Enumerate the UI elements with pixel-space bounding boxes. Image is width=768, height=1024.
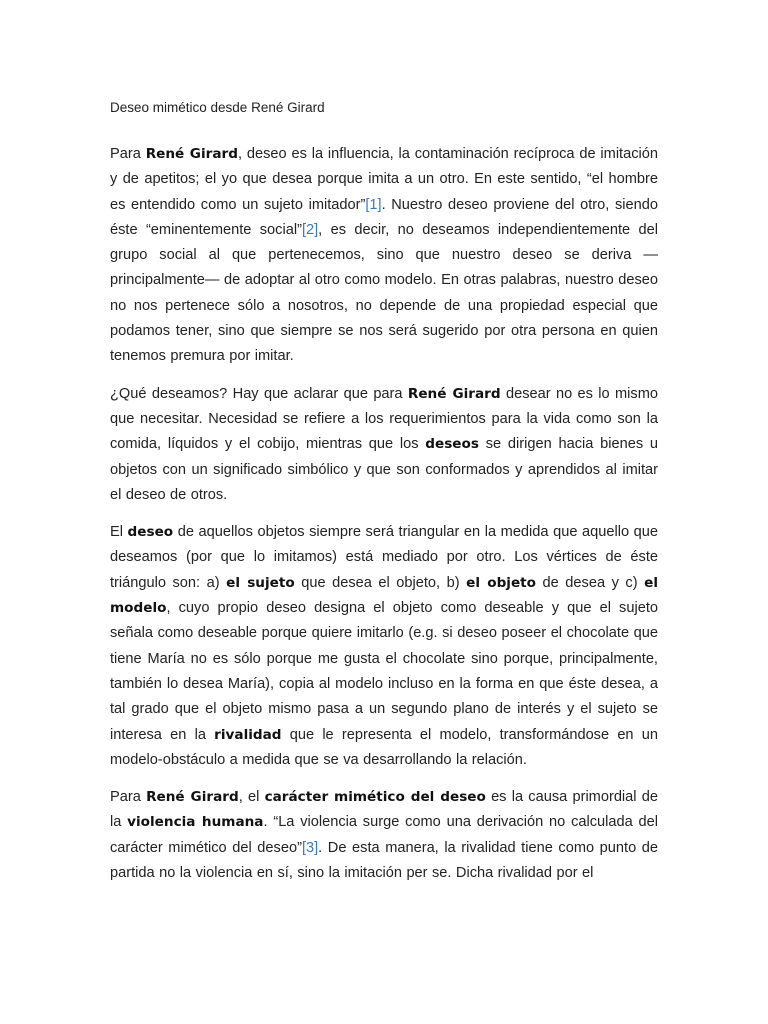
bold-term: René Girard	[145, 146, 238, 162]
paragraph-text: se dirigen hacia bienes u objetos con un significado simbólico y que son conformados y aprendidos al imitar el deseo de otros.	[110, 436, 658, 503]
document-body	[110, 142, 658, 886]
footnote-link[interactable]: [3]	[301, 839, 319, 856]
body-paragraph	[110, 785, 658, 886]
paragraph-text: Para	[110, 789, 147, 806]
bold-term: rivalidad	[214, 726, 282, 743]
paragraph-text: es la causa primordial de la	[110, 789, 658, 831]
paragraph-text: , cuyo propio deseo designa el objeto como deseable y que el sujeto señala como deseable porque quiere imitarlo (e.g. si deseo poseer el chocolate que tiene María no es sólo porque me gusta el chocolate sino porque, principalmente, también lo desea María), copia al modelo incluso en la forma en que éste desea, a tal grado que el objeto mismo pasa a un segundo plano de interés y el sujeto se interesa en la	[110, 600, 658, 743]
bold-term: el objeto	[466, 574, 537, 591]
paragraph-text: ¿Qué deseamos? Hay que aclarar que para	[110, 385, 408, 402]
bold-term: René Girard	[146, 789, 239, 806]
paragraph-text: desear no es lo mismo que necesitar. Necesidad se refiere a los requerimientos para la vida como son la comida, líquidos y el cobijo, mientras que los	[110, 385, 658, 453]
bold-term: el modelo	[110, 574, 658, 617]
paragraph-text: que desea el objeto, b)	[294, 574, 467, 591]
paragraph-text: Para	[110, 146, 146, 162]
body-paragraph	[110, 142, 658, 370]
document-title: Deseo mimético desde René Girard	[110, 100, 325, 115]
bold-term: deseo	[127, 524, 174, 541]
bold-term: carácter mimético del deseo	[264, 789, 486, 806]
paragraph-text: . Nuestro deseo proviene del otro, siendo éste “eminentemente social”	[110, 196, 658, 238]
document-page	[110, 98, 658, 898]
paragraph-text: . De esta manera, la rivalidad tiene como punto de partida no la violencia en sí, sino la imitación per se. Dicha rivalidad por el	[110, 839, 658, 882]
paragraph-text: El	[110, 524, 128, 541]
bold-term: deseos	[425, 436, 479, 453]
paragraph-text: , el	[238, 789, 265, 806]
body-paragraph	[110, 382, 658, 508]
bold-term: violencia humana	[127, 814, 264, 831]
body-paragraph	[110, 520, 658, 773]
paragraph-text: , deseo es la influencia, la contaminación recíproca de imitación y de apetitos; el yo que desea porque imita a un otro. En este sentido, “el hombre es entendido como un sujeto imitador”	[110, 146, 658, 213]
footnote-link[interactable]: [1]	[365, 196, 382, 213]
paragraph-text: , es decir, no deseamos independientemente del grupo social al que pertenecemos, sino que nuestro deseo se deriva —principalmente— de adoptar al otro como modelo. En otras palabras, nuestro deseo no nos pertenece sólo a nosotros, no depende de una propiedad especial que podamos tener, sino que siempre se nos será sugerido por otra persona en quien tenemos premura por imitar.	[110, 221, 658, 365]
paragraph-text: de desea y c)	[536, 574, 645, 591]
bold-term: el sujeto	[226, 574, 295, 591]
bold-term: René Girard	[407, 385, 501, 402]
paragraph-text: . “La violencia surge como una derivación no calculada del carácter mimético del deseo”	[110, 814, 658, 856]
paragraph-text: de aquellos objetos siempre será triangular en la medida que aquello que deseamos (por que lo imitamos) está mediado por otro. Los vértices de éste triángulo son: a)	[110, 524, 658, 591]
paragraph-text: que le representa el modelo, transformándose en un modelo-obstáculo a medida que se va desarrollando la relación.	[110, 726, 659, 768]
footnote-link[interactable]: [2]	[301, 221, 319, 238]
